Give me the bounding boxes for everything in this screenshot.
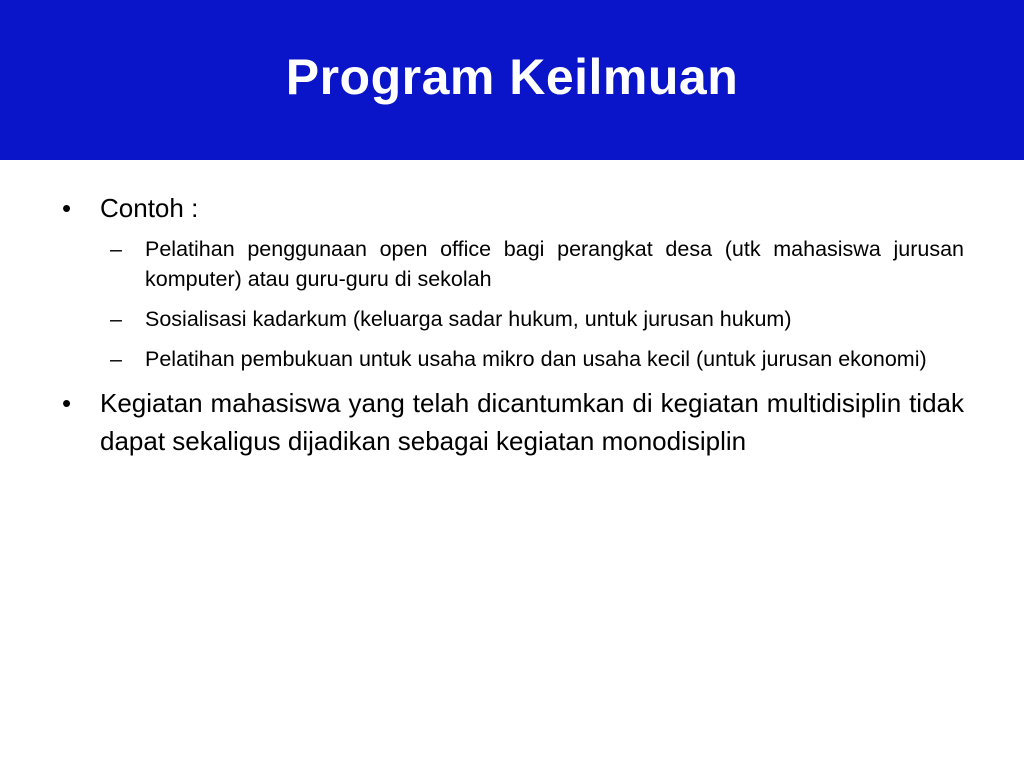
bullet-item bbox=[62, 384, 964, 460]
sub-bullet-item bbox=[100, 234, 964, 294]
bullet-item bbox=[62, 190, 964, 226]
dash-marker: – bbox=[110, 307, 122, 331]
bullet-text: Kegiatan mahasiswa yang telah dicantumkan di kegiatan multidisiplin tidak dapat sekaligus dijadikan sebagai kegiatan monodisiplin bbox=[100, 388, 964, 456]
dash-marker: – bbox=[110, 347, 122, 371]
sub-bullet-item bbox=[100, 304, 964, 334]
bullet-marker: • bbox=[62, 193, 72, 223]
title-band bbox=[0, 0, 1024, 160]
slide-content bbox=[62, 190, 964, 460]
sub-bullet-item bbox=[100, 344, 964, 374]
sub-bullet-list bbox=[100, 234, 964, 374]
sub-bullet-text: Sosialisasi kadarkum (keluarga sadar hukum, untuk jurusan hukum) bbox=[145, 307, 792, 331]
slide-title: Program Keilmuan bbox=[285, 49, 739, 105]
sub-bullet-text: Pelatihan penggunaan open office bagi perangkat desa (utk mahasiswa jurusan komputer) atau guru-guru di sekolah bbox=[145, 237, 964, 291]
dash-marker: – bbox=[110, 237, 122, 261]
sub-bullet-text: Pelatihan pembukuan untuk usaha mikro dan usaha kecil (untuk jurusan ekonomi) bbox=[145, 347, 927, 371]
bullet-marker: • bbox=[62, 388, 72, 418]
bullet-text: Contoh : bbox=[100, 193, 199, 223]
